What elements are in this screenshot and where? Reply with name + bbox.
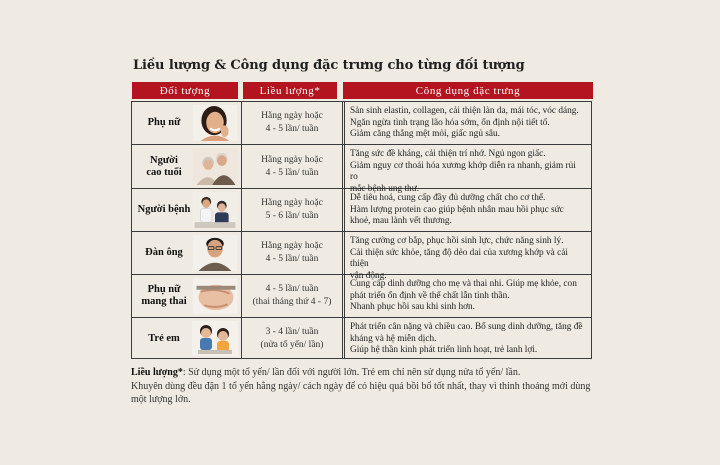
note-text: : Sử dụng một tổ yến/ lần đối với người lớn. Trẻ em chỉ nên sử dụng nửa tổ yến/ lần. bbox=[182, 367, 521, 378]
benefits-cell bbox=[350, 322, 585, 357]
benefit-line: Giảm nguy cơ thoái hóa xương khớp diễn ra nhanh, giảm rủi ro bbox=[350, 160, 576, 183]
group-name bbox=[136, 232, 192, 274]
dosage-line: (nửa tổ yến/ lần) bbox=[260, 339, 324, 350]
group-name bbox=[136, 275, 192, 317]
header-benefits: Công dụng đặc trưng bbox=[343, 82, 593, 99]
header-dosage: Liều lượng* bbox=[243, 82, 337, 99]
group-name-line: cao tuổi bbox=[146, 166, 182, 178]
group-name bbox=[136, 318, 192, 359]
group-name-line: Người bệnh bbox=[137, 204, 191, 215]
children-image bbox=[192, 321, 238, 356]
group-name bbox=[136, 189, 192, 231]
benefit-line: Hàm lượng protein cao giúp bệnh nhân mau hồi phục sức bbox=[350, 204, 564, 215]
header-group: Đối tượng bbox=[132, 82, 238, 99]
benefit-line: mắc bệnh ung thư. bbox=[350, 183, 420, 194]
benefit-line: Phát triển cân nặng và chiều cao. Bổ sung dinh dưỡng, tăng đề bbox=[350, 322, 583, 332]
dosage-line: 3 - 4 lần/ tuần bbox=[265, 326, 319, 337]
table-row bbox=[132, 102, 591, 145]
woman-portrait-image bbox=[192, 105, 238, 141]
benefit-line: Ngăn ngừa tình trạng lão hóa sớm, ổn định nội tiết tố. bbox=[350, 117, 550, 128]
dosage-cell bbox=[242, 275, 342, 317]
table-row bbox=[132, 232, 591, 281]
table-row bbox=[132, 275, 591, 318]
table-row bbox=[132, 145, 591, 194]
dosage-line: 4 - 5 lần/ tuần bbox=[265, 284, 319, 294]
benefit-line: Giảm căng thẳng mệt mỏi, giấc ngủ sâu. bbox=[350, 129, 501, 140]
benefit-line: Sản sinh elastin, collagen, cải thiện làn da, mái tóc, vóc dáng. bbox=[350, 106, 579, 116]
dosage-line: 4 - 5 lần/ tuần bbox=[265, 254, 319, 264]
man-portrait-image bbox=[192, 235, 238, 271]
benefit-line: Giúp hệ thần kinh phát triển linh hoạt, trẻ lanh lợi. bbox=[350, 345, 538, 356]
group-name-line: Trẻ em bbox=[148, 332, 180, 344]
benefit-line: Cải thiện sức khỏe, tăng độ dẻo dai của xương khớp và cải thiện bbox=[350, 247, 568, 270]
dosage-line: Hằng ngày hoặc bbox=[261, 154, 323, 165]
benefit-line: Dễ tiêu hoá, cung cấp đầy đủ dưỡng chất cho cơ thể. bbox=[350, 193, 546, 203]
table-row bbox=[132, 318, 591, 359]
dosage-cell bbox=[242, 189, 342, 231]
dosage-line: Hằng ngày hoặc bbox=[261, 241, 323, 251]
pregnant-belly-image bbox=[192, 278, 238, 314]
benefit-line: Tăng sức đề kháng, cải thiện trí nhớ. Ngủ ngon giấc. bbox=[350, 149, 546, 159]
page-title: Liều lượng & Công dụng đặc trưng cho từng đối tượng bbox=[133, 58, 525, 73]
dosage-cell bbox=[242, 102, 342, 144]
group-name bbox=[136, 145, 192, 188]
dosage-cell bbox=[242, 318, 342, 359]
note-line bbox=[131, 366, 601, 380]
group-name-line: Người bbox=[150, 154, 178, 166]
benefit-line: kháng và hệ miễn dịch. bbox=[350, 333, 437, 344]
dosage-line: (thai tháng thứ 4 - 7) bbox=[252, 297, 332, 307]
dosage-line: Hằng ngày hoặc bbox=[261, 111, 323, 121]
group-name-line: Đàn ông bbox=[145, 247, 183, 258]
group-name-line: Phụ nữ bbox=[147, 284, 181, 295]
benefit-line: phát triển ổn định về thể chất lẫn tinh thần. bbox=[350, 290, 510, 301]
benefit-line: Cung cấp dinh dưỡng cho mẹ và thai nhi. Giúp mẹ khỏe, con bbox=[350, 279, 577, 289]
benefits-cell bbox=[350, 279, 585, 314]
benefit-line: Tăng cường cơ bắp, phục hồi sinh lực, chức năng sinh lý. bbox=[350, 236, 564, 246]
dosage-line: Hằng ngày hoặc bbox=[261, 198, 323, 208]
benefits-cell bbox=[350, 106, 585, 141]
dosage-line: 4 - 5 lần/ tuần bbox=[265, 167, 319, 178]
dosage-line: 4 - 5 lần/ tuần bbox=[265, 124, 319, 134]
group-name-line: Phụ nữ bbox=[147, 117, 181, 128]
note-label: Liều lượng* bbox=[131, 367, 183, 378]
group-name bbox=[136, 102, 192, 144]
elderly-couple-image bbox=[192, 148, 238, 185]
benefit-line: Nhanh phục hồi sau khi sinh hơn. bbox=[350, 302, 475, 313]
patient-care-image bbox=[192, 192, 238, 228]
dosage-cell bbox=[242, 232, 342, 274]
dosage-line: 5 - 6 lần/ tuần bbox=[265, 211, 319, 221]
benefits-cell bbox=[350, 193, 585, 228]
benefit-line: khoẻ, mau lành vết thương. bbox=[350, 216, 452, 227]
advice-text: Khuyên dùng đều đặn 1 tổ yến hằng ngày/ cách ngày để có hiệu quả bồi bổ tốt nhất, thay vì thỉnh thoảng mới dùng một lượng lớn. bbox=[131, 380, 591, 405]
dosage-cell bbox=[242, 145, 342, 188]
group-name-line: mang thai bbox=[141, 296, 187, 307]
benefit-line: vận động. bbox=[350, 270, 387, 281]
dosage-table bbox=[131, 101, 592, 359]
dosage-notes bbox=[131, 366, 601, 407]
table-row bbox=[132, 189, 591, 232]
